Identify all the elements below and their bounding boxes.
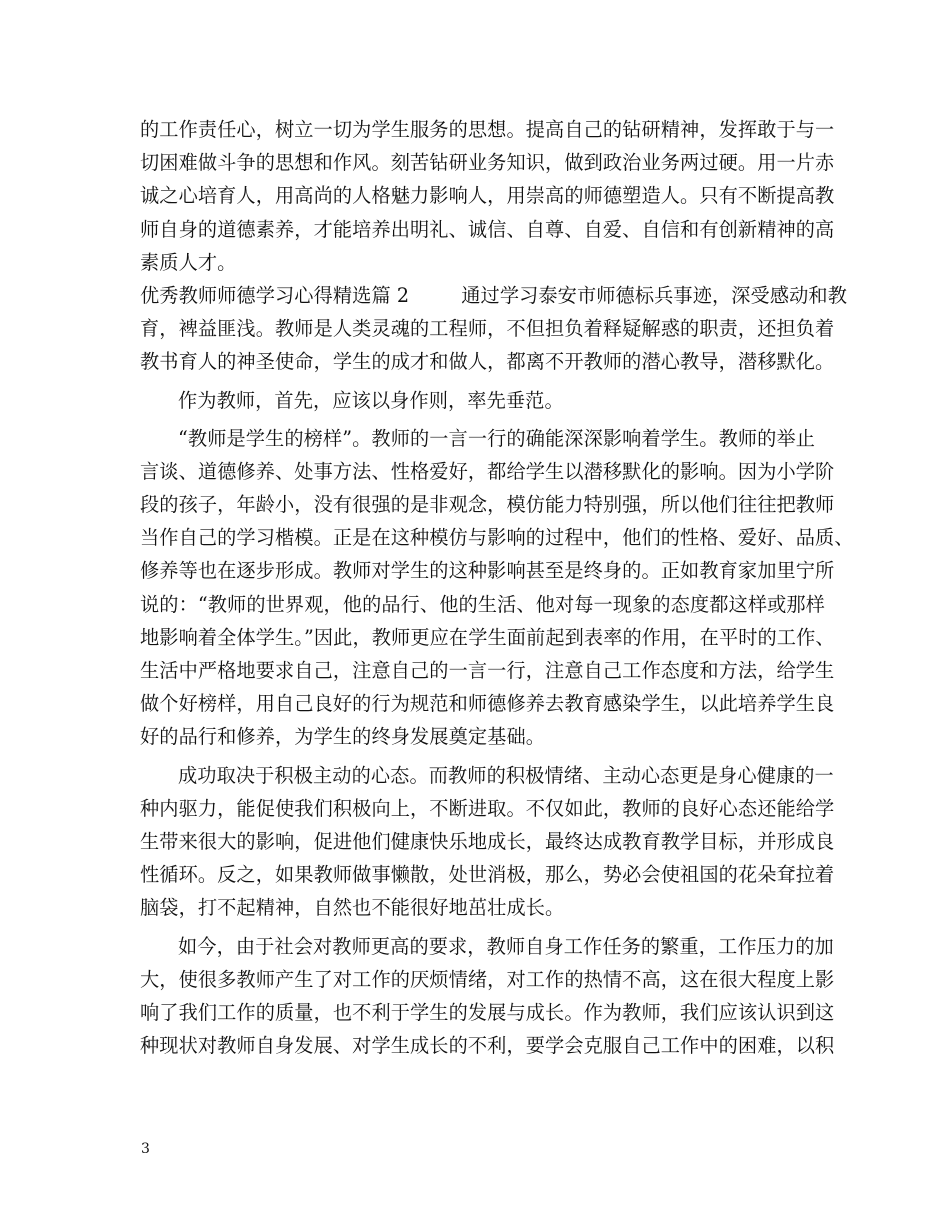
text-line: 响了我们工作的质量，也不利于学生的发展与成长。作为教师，我们应该认识到这 bbox=[140, 1000, 835, 1024]
text-line: 如今，由于社会对教师更高的要求，教师自身工作任务的繁重，工作压力的加 bbox=[178, 934, 834, 958]
text-line: 教书育人的神圣使命，学生的成才和做人，都离不开教师的潜心教导，潜移默化。 bbox=[140, 350, 835, 374]
text-line: 当作自己的学习楷模。正是在这种模仿与影响的过程中，他们的性格、爱好、品质、 bbox=[140, 526, 854, 550]
text-line: 做个好榜样，用自己良好的行为规范和师德修养去教育感染学生，以此培养学生良 bbox=[140, 692, 835, 716]
text-line: 通过学习泰安市师德标兵事迹，深受感动和教 bbox=[461, 283, 847, 307]
text-line: 的工作责任心，树立一切为学生服务的思想。提高自己的钻研精神，发挥敢于与一 bbox=[140, 118, 835, 141]
text-line: 成功取决于积极主动的心态。而教师的积极情绪、主动心态更是身心健康的一 bbox=[178, 763, 834, 787]
text-line: 大，使很多教师产生了对工作的厌烦情绪，对工作的热情不高，这在很大程度上影 bbox=[140, 967, 835, 991]
text-line: 说的：“教师的世界观，他的品行、他的生活、他对每一现象的态度都这样或那样 bbox=[140, 592, 825, 616]
text-line: 师自身的道德素养，才能培养出明礼、诚信、自尊、自爱、自信和有创新精神的高 bbox=[140, 217, 835, 241]
text-line: 性循环。反之，如果教师做事懒散，处世消极，那么，势必会使祖国的花朵耷拉着 bbox=[140, 863, 835, 887]
text-line: “教师是学生的榜样”。教师的一言一行的确能深深影响着学生。教师的举止 bbox=[178, 426, 816, 450]
section-heading-line bbox=[140, 279, 847, 312]
text-line: 地影响着全体学生。”因此，教师更应在学生面前起到表率的作用，在平时的工作、 bbox=[140, 625, 835, 649]
text-line: 生活中严格地要求自己，注意自己的一言一行，注意自己工作态度和方法，给学生 bbox=[140, 659, 835, 682]
text-line: 脑袋，打不起精神，自然也不能很好地茁壮成长。 bbox=[140, 896, 565, 920]
text-line: 素质人才。 bbox=[140, 250, 237, 274]
text-line: 修养等也在逐步形成。教师对学生的这种影响甚至是终身的。正如教育家加里宁所 bbox=[140, 559, 835, 583]
text-line: 生带来很大的影响，促进他们健康快乐地成长，最终达成教育教学目标，并形成良 bbox=[140, 829, 835, 853]
text-line: 诚之心培育人，用高尚的人格魅力影响人，用崇高的师德塑造人。只有不断提高教 bbox=[140, 184, 835, 208]
text-line: 作为教师，首先，应该以身作则，率先垂范。 bbox=[178, 388, 564, 412]
text-line: 种内驱力，能促使我们积极向上，不断进取。不仅如此，教师的良好心态还能给学 bbox=[140, 796, 835, 820]
text-line: 种现状对教师自身发展、对学生成长的不利，要学会克服自己工作中的困难，以积 bbox=[140, 1034, 835, 1058]
text-line: 好的品行和修养，为学生的终身发展奠定基础。 bbox=[140, 725, 546, 749]
text-line: 段的孩子，年龄小，没有很强的是非观念，模仿能力特别强，所以他们往往把教师 bbox=[140, 493, 835, 517]
text-line: 切困难做斗争的思想和作风。刻苦钻研业务知识，做到政治业务两过硬。用一片赤 bbox=[140, 151, 835, 175]
body-text bbox=[140, 113, 854, 1062]
page-number: 3 bbox=[141, 1141, 150, 1157]
text-line: 育，裨益匪浅。教师是人类灵魂的工程师，不但担负着释疑解惑的职责，还担负着 bbox=[140, 317, 835, 341]
section-heading: 优秀教师师德学习心得精选篇 2 bbox=[140, 283, 410, 307]
text-line: 言谈、道德修养、处事方法、性格爱好，都给学生以潜移默化的影响。因为小学阶 bbox=[140, 459, 835, 483]
